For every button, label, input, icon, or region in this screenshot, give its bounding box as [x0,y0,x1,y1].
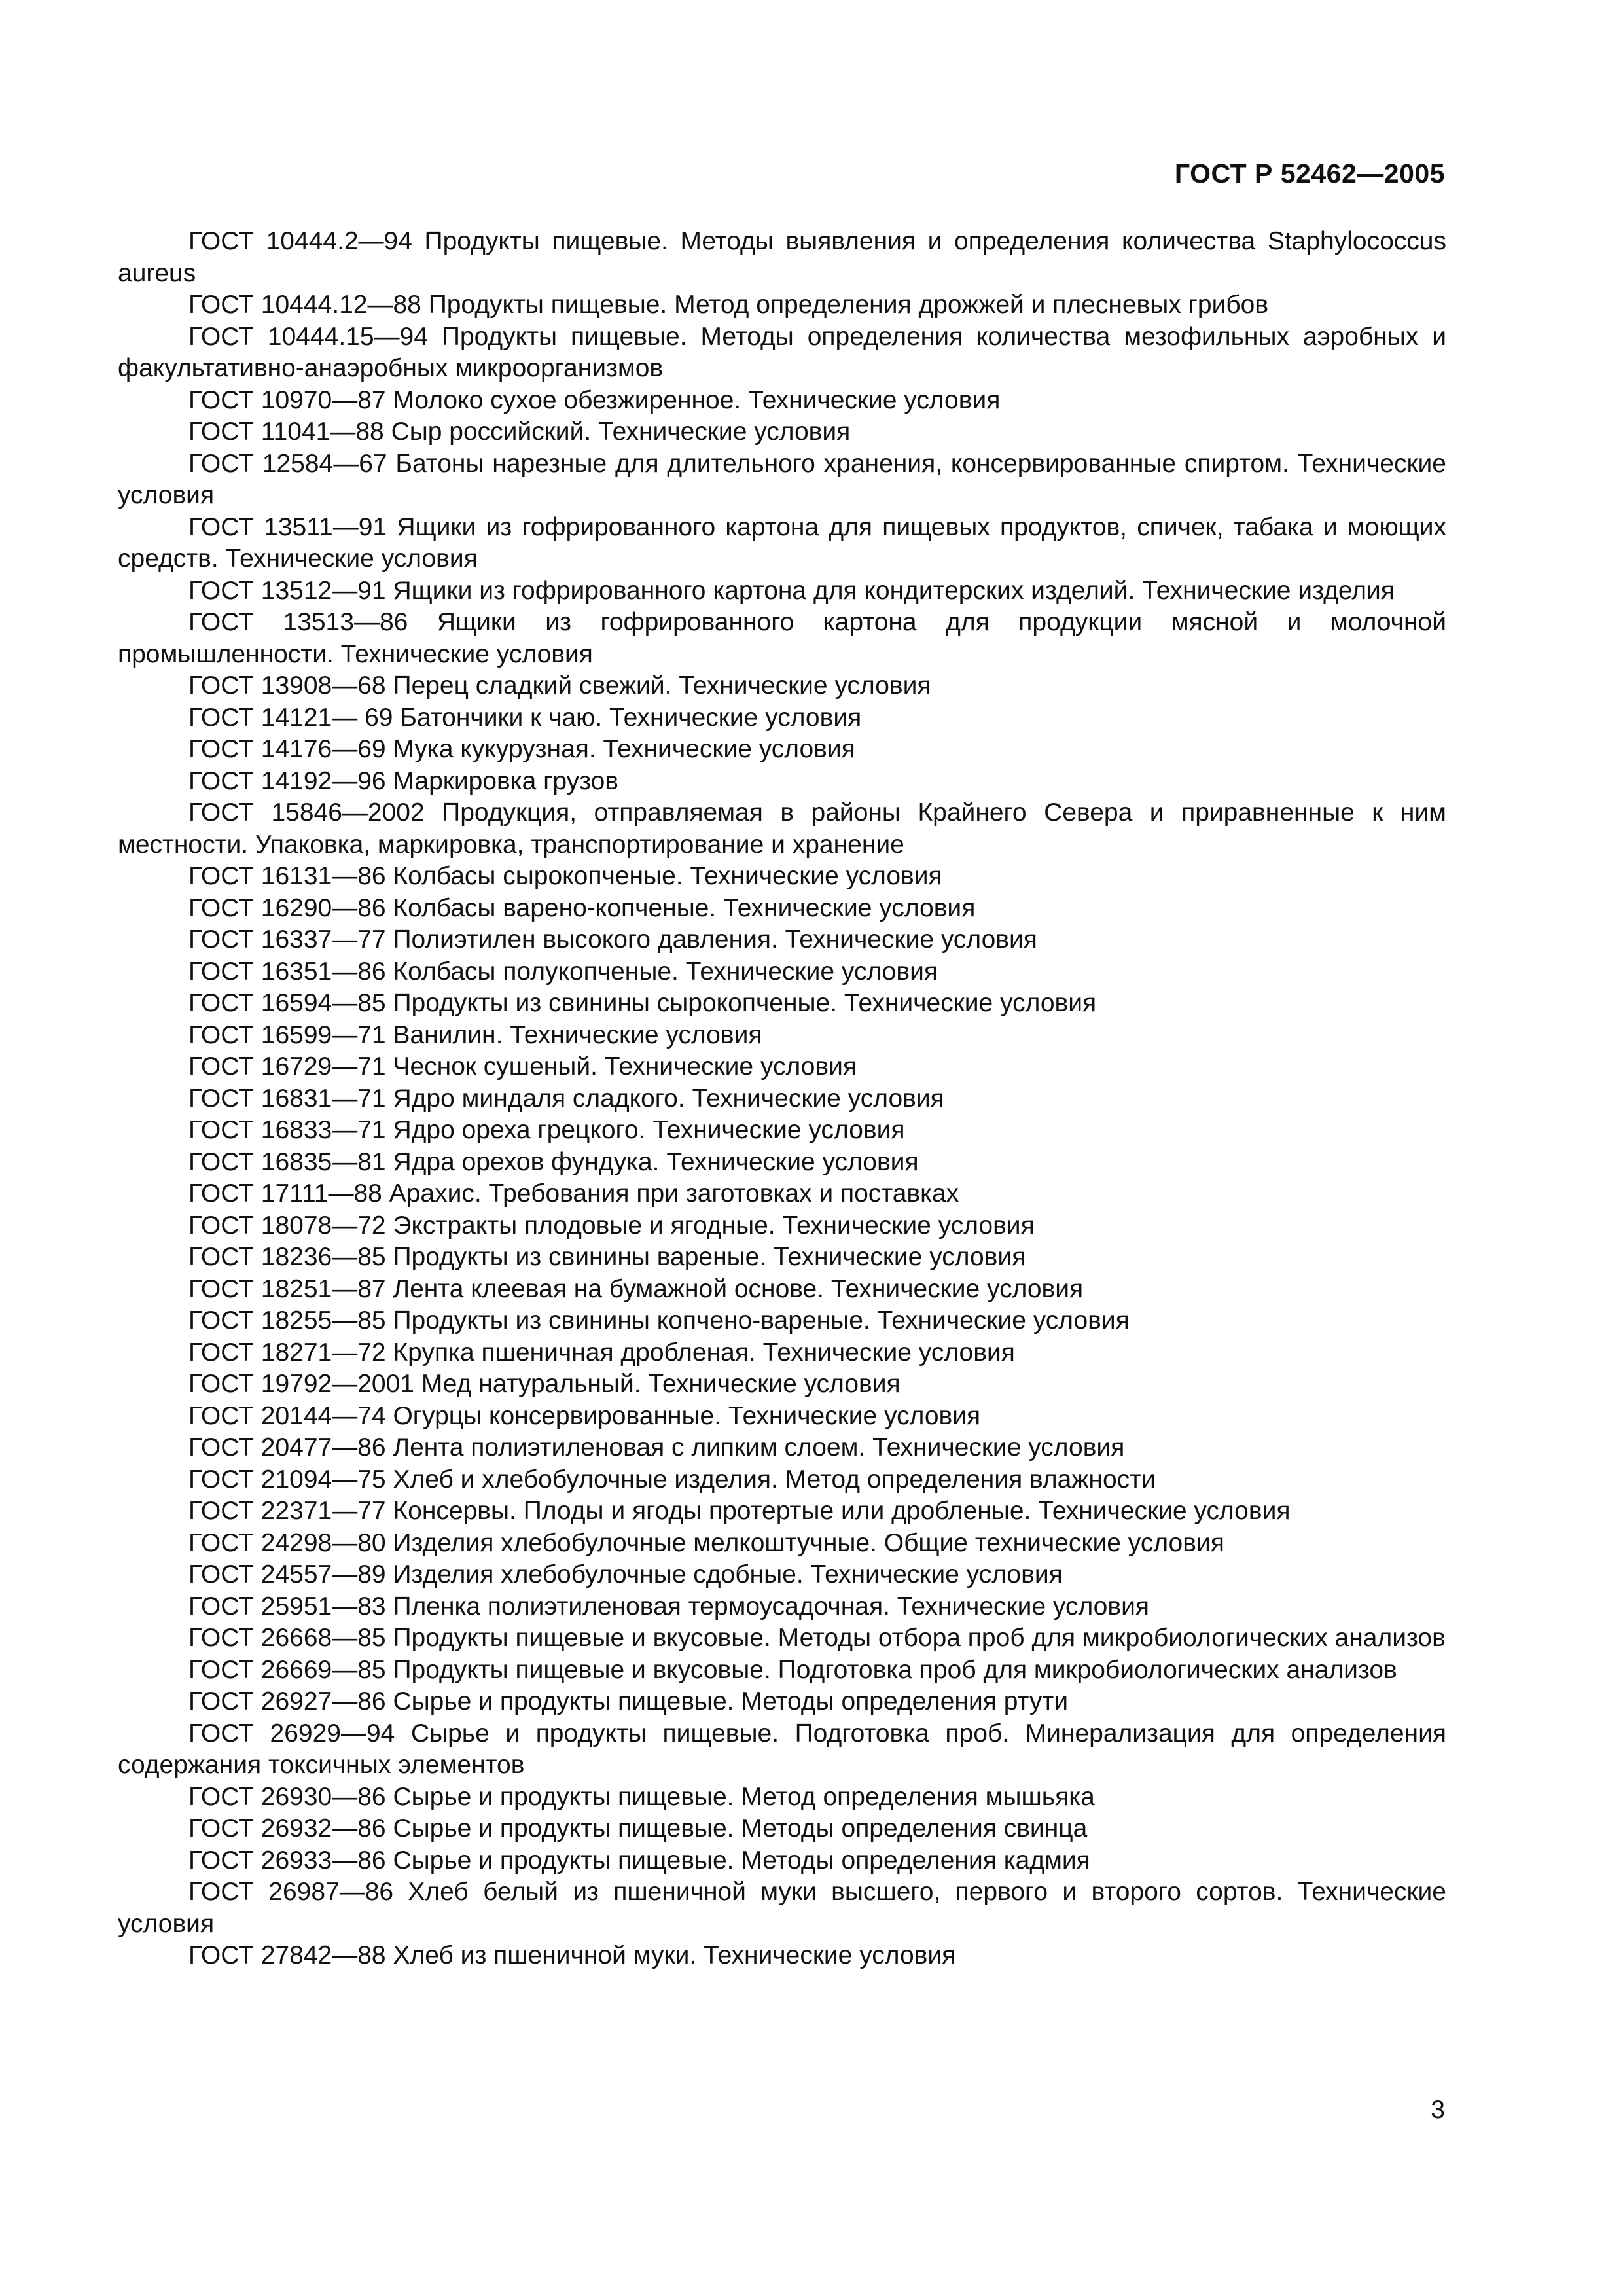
reference-code: ГОСТ 13511—91 [188,512,387,541]
reference-code: ГОСТ 18255—85 [188,1306,386,1335]
reference-item [118,1623,1446,1655]
reference-title: Лента клеевая на бумажной основе. Технические условия [393,1274,1084,1303]
reference-code: ГОСТ 14176—69 [188,735,386,763]
reference-title: Маркировка грузов [393,766,618,795]
reference-code: ГОСТ 26930—86 [188,1782,386,1811]
reference-code: ГОСТ 18251—87 [188,1274,386,1303]
reference-item [118,1528,1446,1560]
reference-title: Изделия хлебобулочные сдобные. Технические условия [393,1560,1063,1588]
reference-title: Ванилин. Технические условия [393,1020,762,1049]
reference-item [118,1655,1446,1687]
reference-item [118,1782,1446,1814]
reference-code: ГОСТ 19792—2001 [188,1370,415,1398]
reference-code: ГОСТ 20477—86 [188,1433,386,1462]
reference-title: Продукты из свинины вареные. Технические условия [393,1243,1026,1271]
reference-item [118,1051,1446,1083]
reference-title: Молоко сухое обезжиренное. Технические условия [393,386,1001,414]
reference-code: ГОСТ 18271—72 [188,1338,386,1367]
reference-title: Сырье и продукты пищевые. Методы определения свинца [393,1814,1088,1842]
reference-code: ГОСТ 12584—67 [188,449,387,478]
reference-code: ГОСТ 26669—85 [188,1655,386,1684]
reference-title: Крупка пшеничная дробленая. Технические условия [393,1338,1015,1367]
reference-item [118,702,1446,734]
reference-item [118,1432,1446,1464]
reference-item [118,1876,1446,1940]
reference-title: Продукты пищевые. Методы определения количества мезофильных аэробных и факультативно-анаэробных микроорганизмов [118,322,1446,382]
reference-title: Мука кукурузная. Технические условия [393,735,855,763]
reference-title: Сырье и продукты пищевые. Подготовка проб. Минерализация для определения содержания токсичных элементов [118,1719,1446,1779]
reference-item [118,321,1446,385]
reference-item [118,893,1446,925]
reference-title: Экстракты плодовые и ягодные. Технические условия [393,1211,1035,1240]
reference-item [118,861,1446,893]
reference-title: Сырье и продукты пищевые. Методы определения кадмия [393,1846,1090,1874]
reference-code: ГОСТ 14192—96 [188,766,386,795]
reference-code: ГОСТ 26929—94 [188,1719,395,1748]
reference-title: Продукты пищевые и вкусовые. Методы отбора проб для микробиологических анализов [393,1624,1446,1652]
reference-item [118,1083,1446,1115]
reference-code: ГОСТ 18078—72 [188,1211,386,1240]
reference-title: Продукты пищевые. Методы выявления и определения количества Staphylococcus aureus [118,227,1446,287]
reference-title: Арахис. Требования при заготовках и поставках [389,1179,959,1208]
reference-item [118,385,1446,417]
reference-item [118,448,1446,512]
reference-item [118,1813,1446,1845]
reference-title: Батончики к чаю. Технические условия [400,703,862,732]
reference-code: ГОСТ 10444.15—94 [188,322,428,351]
reference-item [118,1464,1446,1496]
reference-code: ГОСТ 16729—71 [188,1052,386,1081]
reference-code: ГОСТ 20144—74 [188,1401,386,1430]
reference-item [118,1591,1446,1623]
reference-title: Ядро миндаля сладкого. Технические условия [393,1084,944,1113]
reference-title: Ядра орехов фундука. Технические условия [393,1147,919,1176]
reference-title: Продукты из свинины сырокопченые. Технические условия [393,989,1097,1017]
reference-title: Колбасы полукопченые. Технические условия [393,957,938,986]
reference-title: Пленка полиэтиленовая термоусадочная. Технические условия [393,1592,1149,1621]
reference-code: ГОСТ 26933—86 [188,1846,386,1874]
reference-item [118,1845,1446,1877]
reference-title: Сырье и продукты пищевые. Метод определения мышьяка [393,1782,1095,1811]
reference-code: ГОСТ 16833—71 [188,1116,386,1144]
reference-item [118,734,1446,766]
page-number: 3 [1431,2096,1445,2124]
reference-code: ГОСТ 15846—2002 [188,798,425,827]
reference-title: Полиэтилен высокого давления. Технические условия [393,925,1037,954]
reference-code: ГОСТ 16337—77 [188,925,386,954]
reference-item [118,1401,1446,1433]
reference-code: ГОСТ 26927—86 [188,1687,386,1715]
reference-title: Продукты пищевые и вкусовые. Подготовка проб для микробиологических анализов [393,1655,1397,1684]
reference-item [118,670,1446,702]
reference-title: Консервы. Плоды и ягоды протертые или дробленые. Технические условия [393,1497,1291,1525]
reference-code: ГОСТ 26987—86 [188,1878,394,1906]
reference-title: Продукты из свинины копчено-вареные. Технические условия [393,1306,1130,1335]
reference-title: Перец сладкий свежий. Технические условия [393,672,931,700]
reference-item [118,1337,1446,1369]
reference-title: Колбасы варено-копченые. Технические условия [393,893,976,922]
reference-item [118,1178,1446,1210]
reference-code: ГОСТ 10970—87 [188,386,386,414]
standard-code-header: ГОСТ Р 52462—2005 [1174,158,1445,188]
reference-title: Продукты пищевые. Метод определения дрожжей и плесневых грибов [428,291,1269,319]
reference-code: ГОСТ 16835—81 [188,1147,386,1176]
reference-code: ГОСТ 16290—86 [188,893,386,922]
reference-item [118,1718,1446,1782]
reference-code: ГОСТ 10444.2—94 [188,227,412,255]
reference-item [118,797,1446,861]
reference-item [118,1274,1446,1306]
reference-code: ГОСТ 16831—71 [188,1084,386,1113]
reference-code: ГОСТ 26932—86 [188,1814,386,1842]
reference-code: ГОСТ 21094—75 [188,1465,386,1494]
reference-code: ГОСТ 24557—89 [188,1560,386,1588]
reference-item [118,289,1446,321]
reference-item [118,1020,1446,1052]
reference-item [118,1369,1446,1401]
reference-title: Колбасы сырокопченые. Технические условия [393,862,942,890]
reference-title: Ядро ореха грецкого. Технические условия [393,1116,905,1144]
reference-code: ГОСТ 16131—86 [188,862,386,890]
reference-item [118,1686,1446,1718]
reference-item [118,416,1446,448]
reference-title: Сырье и продукты пищевые. Методы определения ртути [393,1687,1068,1715]
reference-code: ГОСТ 27842—88 [188,1941,386,1969]
reference-title: Лента полиэтиленовая с липким слоем. Технические условия [393,1433,1125,1462]
reference-title: Продукция, отправляемая в районы Крайнего Севера и приравненные к ним местности. Упаковка, маркировка, транспортирование и хранение [118,798,1446,859]
reference-code: ГОСТ 13908—68 [188,672,386,700]
reference-title: Батоны нарезные для длительного хранения, консервированные спиртом. Технические условия [118,449,1446,509]
reference-title: Ящики из гофрированного картона для кондитерских изделий. Технические изделия [393,576,1395,605]
reference-code: ГОСТ 10444.12—88 [188,291,421,319]
reference-title: Чеснок сушеный. Технические условия [393,1052,857,1081]
reference-code: ГОСТ 14121— 69 [188,703,393,732]
reference-title: Хлеб и хлебобулочные изделия. Метод определения влажности [393,1465,1156,1494]
reference-title: Изделия хлебобулочные мелкоштучные. Общие технические условия [393,1528,1224,1557]
reference-title: Хлеб из пшеничной муки. Технические условия [393,1941,956,1969]
reference-code: ГОСТ 18236—85 [188,1243,386,1271]
reference-item [118,956,1446,988]
reference-title: Огурцы консервированные. Технические условия [393,1401,981,1430]
reference-code: ГОСТ 11041—88 [188,418,384,446]
reference-title: Ящики из гофрированного картона для пищевых продуктов, спичек, табака и моющих средств. Технические условия [118,512,1446,573]
reference-item [118,1115,1446,1147]
reference-item [118,1210,1446,1242]
reference-code: ГОСТ 16599—71 [188,1020,386,1049]
reference-item [118,1242,1446,1274]
reference-code: ГОСТ 16594—85 [188,989,386,1017]
reference-item [118,607,1446,670]
reference-item [118,512,1446,575]
reference-item [118,1940,1446,1972]
reference-item [118,924,1446,956]
reference-item [118,1147,1446,1179]
reference-code: ГОСТ 16351—86 [188,957,386,986]
reference-item [118,1559,1446,1591]
reference-code: ГОСТ 26668—85 [188,1624,386,1652]
reference-title: Хлеб белый из пшеничной муки высшего, первого и второго сортов. Технические условия [118,1878,1446,1938]
reference-code: ГОСТ 17111—88 [188,1179,382,1208]
reference-item [118,226,1446,289]
reference-item [118,1305,1446,1337]
reference-title: Сыр российский. Технические условия [391,418,851,446]
reference-title: Ящики из гофрированного картона для продукции мясной и молочной промышленности. Технические условия [118,608,1447,668]
reference-item [118,988,1446,1020]
reference-item [118,766,1446,798]
reference-code: ГОСТ 13513—86 [188,608,408,636]
reference-code: ГОСТ 22371—77 [188,1497,386,1525]
normative-references-list [118,226,1446,1972]
reference-code: ГОСТ 13512—91 [188,576,386,605]
reference-item [118,1496,1446,1528]
reference-title: Мед натуральный. Технические условия [421,1370,901,1398]
reference-code: ГОСТ 24298—80 [188,1528,386,1557]
reference-code: ГОСТ 25951—83 [188,1592,386,1621]
reference-item [118,575,1446,607]
